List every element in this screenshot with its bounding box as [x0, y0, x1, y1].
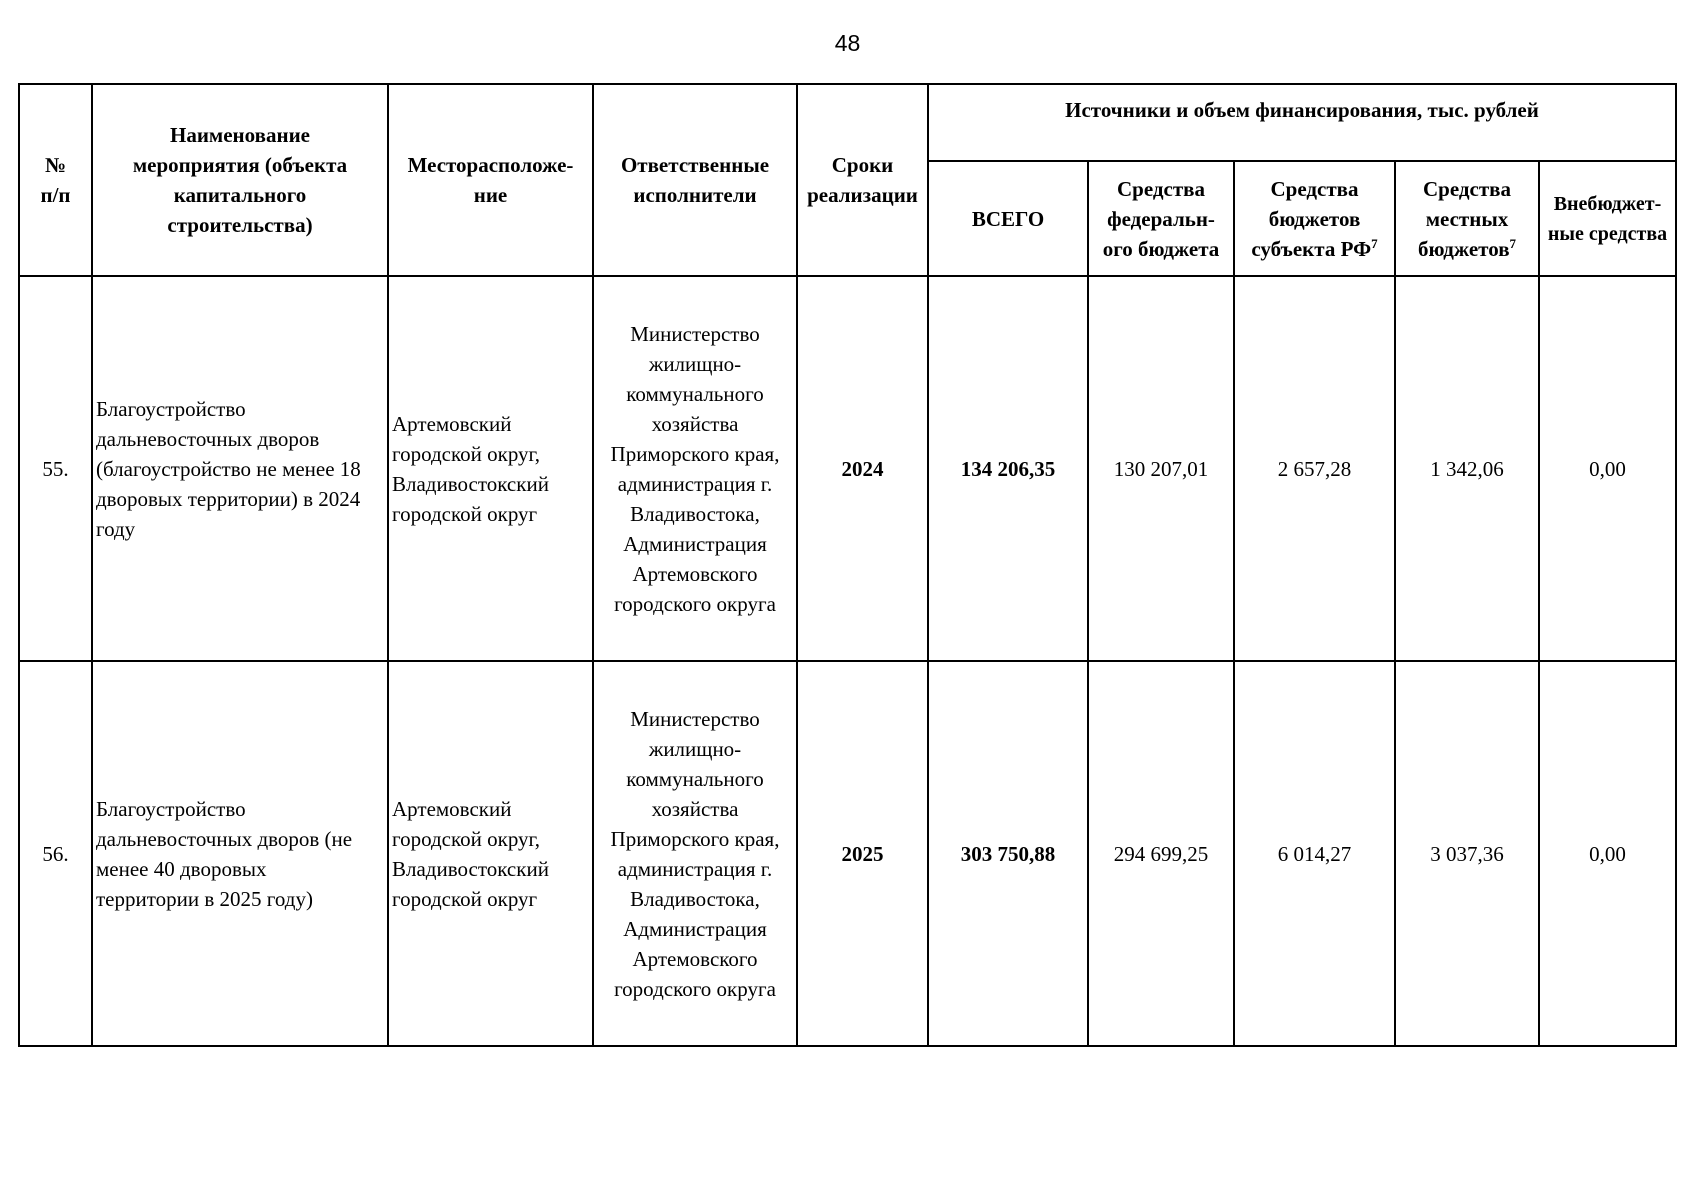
row-location: Артемовский городской округ, Владивостокский городской округ [388, 661, 593, 1046]
row-executors: Министерство жилищно- коммунального хозяйства Приморского края, администрация г. Владивостока, Администрация Артемовского городского округа [593, 661, 797, 1046]
header-financing: Источники и объем финансирования, тыс. рублей [928, 84, 1676, 161]
header-executors: Ответственные исполнители [593, 84, 797, 276]
table-row [19, 276, 1676, 661]
row-total: 134 206,35 [928, 276, 1088, 661]
row-local: 3 037,36 [1395, 661, 1539, 1046]
footnote-marker-local: 7 [1509, 235, 1517, 251]
header-regional: Средства бюджетов субъекта $РФ^7$ [1234, 161, 1395, 276]
row-period: 2025 [797, 661, 928, 1046]
row-federal: 130 207,01 [1088, 276, 1234, 661]
row-number: 56. [19, 661, 92, 1046]
header-row-1 [19, 84, 1676, 161]
row-federal: 294 699,25 [1088, 661, 1234, 1046]
row-location: Артемовский городской округ, Владивостокский городской округ [388, 276, 593, 661]
row-period: 2024 [797, 276, 928, 661]
row-number: 55. [19, 276, 92, 661]
row-regional: 6 014,27 [1234, 661, 1395, 1046]
table-row [19, 661, 1676, 1046]
header-location: Месторасположе- ние [388, 84, 593, 276]
row-extrabudget: 0,00 [1539, 276, 1676, 661]
page-number: 48 [834, 30, 861, 56]
header-total: ВСЕГО [928, 161, 1088, 276]
row-name: Благоустройство дальневосточных дворов (благоустройство не менее 18 дворовых территории) в 2024 году [92, 276, 388, 661]
row-extrabudget: 0,00 [1539, 661, 1676, 1046]
row-executors: Министерство жилищно- коммунального хозяйства Приморского края, администрация г. Владивостока, Администрация Артемовского городского округа [593, 276, 797, 661]
header-name: Наименование мероприятия (объекта капитального строительства) [92, 84, 388, 276]
header-number: № п/п [19, 84, 92, 276]
header-local: Средства местных бюджетов$^7$ [1395, 161, 1539, 276]
row-regional: 2 657,28 [1234, 276, 1395, 661]
row-name: Благоустройство дальневосточных дворов (не менее 40 дворовых территории в 2025 году) [92, 661, 388, 1046]
row-total: 303 750,88 [928, 661, 1088, 1046]
header-period: Сроки реализации [797, 84, 928, 276]
financing-table [18, 83, 1677, 1047]
row-local: 1 342,06 [1395, 276, 1539, 661]
header-federal: Средства федеральн- ого бюджета [1088, 161, 1234, 276]
footnote-marker-regional: 7 [1371, 235, 1378, 251]
header-extrabudget: Внебюджет- ные средства [1539, 161, 1676, 276]
